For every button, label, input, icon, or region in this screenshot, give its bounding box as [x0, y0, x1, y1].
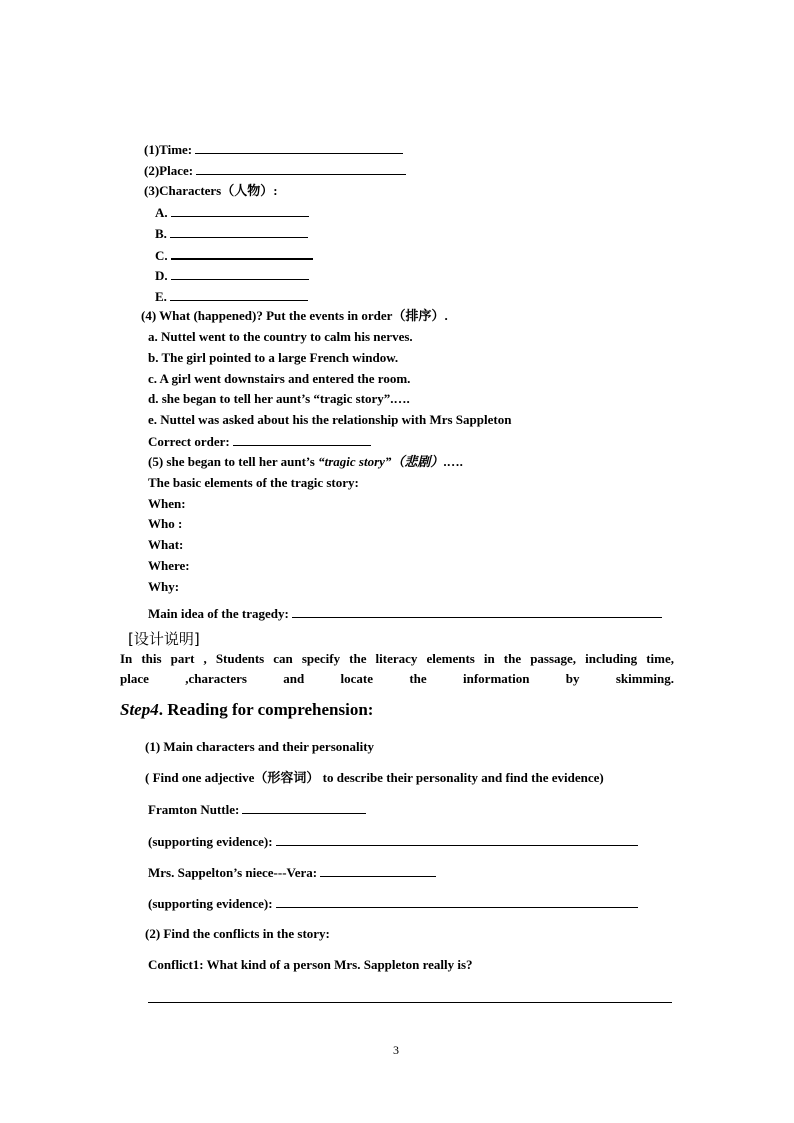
character-d-field	[155, 267, 309, 284]
main-idea-label: Main idea of the tragedy:	[148, 606, 289, 621]
character-c-label: C.	[155, 248, 168, 263]
character-e-label: E.	[155, 289, 167, 304]
time-label: (1)Time:	[144, 142, 193, 157]
evidence-1-blank[interactable]	[276, 833, 638, 846]
evidence-1-field	[148, 833, 638, 850]
event-item: a. Nuttel went to the country to calm his nerves.	[148, 329, 413, 344]
where-label: Where:	[148, 558, 190, 573]
basic-elements-heading: The basic elements of the tragic story:	[148, 475, 359, 490]
conflict-1-answer-line[interactable]	[148, 1002, 672, 1003]
character-e-blank[interactable]	[170, 288, 308, 301]
correct-order-field	[148, 433, 371, 450]
evidence-1-label: (supporting evidence):	[148, 834, 273, 849]
framton-label: Framton Nuttle:	[148, 802, 240, 817]
time-blank[interactable]	[195, 141, 403, 154]
evidence-2-field	[148, 895, 638, 912]
step4-prefix: Step4	[120, 700, 159, 719]
design-note-label: [设计说明]	[128, 630, 200, 648]
main-idea-blank[interactable]	[292, 605, 662, 618]
event-item: c. A girl went downstairs and entered the room.	[148, 371, 411, 386]
what-label: What:	[148, 537, 184, 552]
page-number: 3	[393, 1043, 399, 1057]
event-item: b. The girl pointed to a large French window.	[148, 350, 399, 365]
character-b-blank[interactable]	[170, 225, 308, 238]
design-note-line: In this part , Students can specify the literacy elements in the passage, including time,	[120, 651, 674, 666]
tragic-story-phrase: “tragic story”（悲剧）	[318, 454, 444, 469]
character-d-blank[interactable]	[171, 267, 309, 280]
vera-field	[148, 864, 436, 881]
place-blank[interactable]	[196, 162, 406, 175]
time-field	[144, 141, 403, 158]
why-label: Why:	[148, 579, 180, 594]
character-d-label: D.	[155, 268, 168, 283]
step4-heading	[120, 700, 373, 720]
characters-heading: (3)Characters（人物）:	[144, 183, 278, 198]
character-b-field	[155, 225, 308, 242]
main-idea-field	[148, 605, 662, 622]
character-c-blank[interactable]	[171, 246, 313, 260]
framton-field	[148, 801, 366, 818]
vera-blank[interactable]	[320, 864, 436, 877]
character-a-label: A.	[155, 205, 168, 220]
framton-blank[interactable]	[242, 801, 366, 814]
character-a-blank[interactable]	[171, 204, 309, 217]
correct-order-label: Correct order:	[148, 434, 230, 449]
evidence-2-blank[interactable]	[276, 895, 638, 908]
who-label: Who :	[148, 516, 183, 531]
design-note-line: place ,characters and locate the information by skimming.	[120, 671, 674, 686]
correct-order-blank[interactable]	[233, 433, 371, 446]
question-1-hint: ( Find one adjective（形容词） to describe their personality and find the evidence)	[145, 770, 604, 785]
character-c-field	[155, 246, 313, 264]
conflict-1: Conflict1: What kind of a person Mrs. Sappleton really is?	[148, 957, 473, 972]
character-a-field	[155, 204, 309, 221]
place-label: (2)Place:	[144, 163, 194, 178]
event-item: e. Nuttel was asked about his the relationship with Mrs Sappleton	[148, 412, 512, 427]
evidence-2-label: (supporting evidence):	[148, 896, 273, 911]
tragic-heading-ellipsis: .….	[443, 454, 463, 469]
vera-label: Mrs. Sappelton’s niece---Vera:	[148, 865, 318, 880]
event-item: d. she began to tell her aunt’s “tragic story”.….	[148, 391, 410, 406]
events-heading: (4) What (happened)? Put the events in order（排序）.	[141, 308, 448, 323]
question-1: (1) Main characters and their personality	[145, 739, 375, 754]
step4-title: . Reading for comprehension:	[158, 700, 374, 719]
when-label: When:	[148, 496, 186, 511]
tragic-heading-text: (5) she began to tell her aunt’s	[148, 454, 319, 469]
tragic-heading	[148, 454, 463, 470]
place-field	[144, 162, 406, 179]
character-e-field	[155, 288, 308, 305]
question-2: (2) Find the conflicts in the story:	[145, 926, 330, 941]
character-b-label: B.	[155, 226, 167, 241]
